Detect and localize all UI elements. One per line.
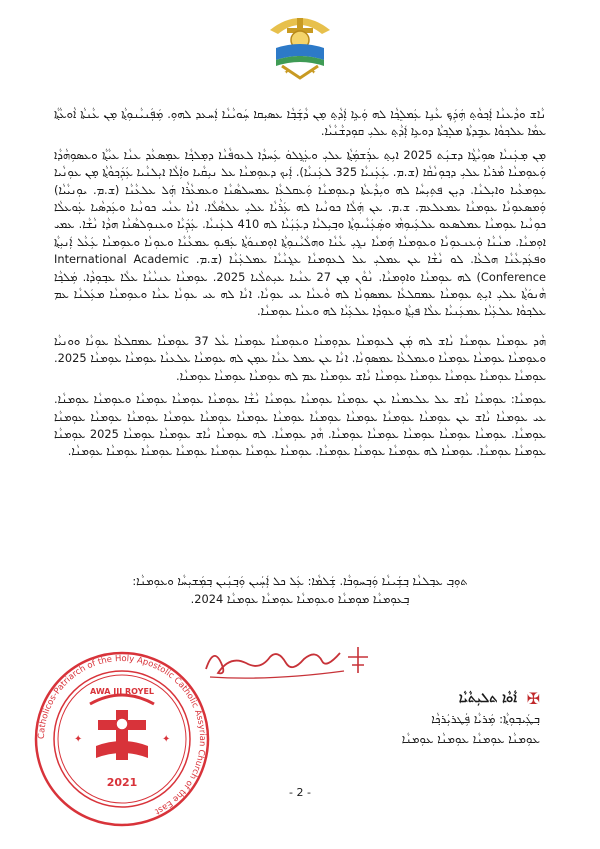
signatory-title-1: ܒ݂ܛܲܝܒ݂ܘܼܬ݂ܵܐ: ܡܲܪܝܵܐ ܦܲܛܪܝܲܪܟ݂ܵܐ bbox=[431, 712, 540, 726]
svg-text:✦: ✦ bbox=[74, 734, 83, 745]
svg-text:✦: ✦ bbox=[162, 734, 171, 745]
official-seal bbox=[30, 650, 214, 828]
paragraph-3: ܗܵܕ ܥܘܼܡܢܵܐ ܥܘܼܡܢܵܐ ܢܵܐܫ ܠܗ ܡܲܢ ܠܥܘܼܡܢܵܐ ܥܕܘܼܡܢܵܐ ܘܥܘܼܡܢܵܐ ܥܘܼܡܢܵܐ ܥܵܠ 37 ܥܘܼܡܢܵܐ ܥܡܩܠܥܵܐ ܥܘܼܢܵܐ ܘܘܢܝܵܐ ܘܥܘܼܡܢܵܐ ܥܘܼܡܢܵܐ ܥܘܼܡܢܵܐ ܘܥܡܠܥܵܐ ܥܡܣܘܼܢܵܐ. ܐܢܵܐ ܥܢ ܥܡܠ ܥܢܵܐ ܥܡ̣ܢ ܠܗ ܥܘܼܡܢܵܐ ܥܠܥܢܵܐ ܥܘܼܡܢܵܐ ܥܘܼܡܢܵܐ 2025. ܥܘܼܡܢܵܐ ܥܘܼܡܢܵܐ ܥܘܼܡܢܵܐ ܥܘܼܡܢܵܐ ܥܘܼܡܢܵܐ ܢܵܐܫ ܥܘܼܡܢܵܐ ܥܡ ܠܗ ܥܘܼܡܢܵܐ ܥܘܼܡܢܵܐ ܥܘܼܡܢܵܐ. bbox=[54, 333, 546, 383]
signature-cross-icon bbox=[344, 645, 372, 675]
closing-blessing bbox=[60, 572, 540, 608]
closing-line-1: ܬܘܼܒ݂ ܥܒ݂ܠܢܵܐ ܒ݂ܫܲܝܢܵܐ ܘܲܒ݂ܚܘܼܒܵܐ. ܫܲܠܡܵܐ: ܥܲܠ ܟܠ ܐܲܚܲܝܢ ܘܲܒ݂ܢܲܝܢ ܒ݂ܡܲܫܝܼܚܵܐ ܘܥܘܼܡܢܵܐ: bbox=[132, 574, 468, 588]
paragraph-4: ܥܘܼܡܢܵܐ: ܥܘܼܡܢܵܐ ܢܵܐܫ ܥܠ ܥܠܥܡܢܵܐ ܥܢ ܥܘܼܡܢܵܐ ܥܘܼܡܢܵܐ ܥܘܼܡܢܵܐ ܢܵܫܵܐ ܥܘܼܡܢܵܐ ܥܘܼܡܢܵܐ ܥܘܼܡܢܵܐ ܘܥܘܼܡܢܵܐ ܥܘܼܡܢܵܐ. ܥܝ ܥܘܼܡܢܵܐ ܢܵܐܫ ܥܢ ܥܘܼܡܢܵܐ ܥܘܼܡܢܵܐ ܥܘܼܡܢܵܐ ܥܘܼܡܢܵܐ ܥܘܼܡܢܵܐ ܥܘܼܡܢܵܐ ܥܘܼܡܢܵܐ ܥܘܼܡܢܵܐ ܥܘܼܡܢܵܐ ܥܘܼܡܢܵܐ ܥܘܼܡܢܵܐ ܥܘܼܡܢܵܐ. ܥܘܼܡܢܵܐ ܥܘܼܡܢܵܐ ܥܘܼܡܢܵܐ ܥܘܼܡܢܵܐ ܥܘܼܡܢܵܐ. ܗܵܕ ܥܘܼܡܢܵܐ. ܠܗ ܥܘܼܡܢܵܐ ܢܵܐܫ ܥܘܼܡܢܵܐ ܥܘܼܡܢܵܐ 2025 ܥܘܼܡܢܵܐ ܥܘܼܡܢܵܐ ܥܘܼܡܢܵܐ. ܥܘܼܡܢܵܐ ܠܗ ܥܘܼܡܢܵܐ ܥܘܼܡܢܵܐ ܥܘܼܡܢܵܐ. ܥܘܼܡܢܵܐ ܥܘܼܡܢܵܐ ܥܘܼܡܢܵܐ ܥܘܼܡܢܵܐ ܥܘܼܡܢܵܐ ܥܘܼܡܢܵܐ ܥܘܼܡܢܵܐ. bbox=[54, 392, 547, 459]
page-number: - 2 - bbox=[289, 786, 311, 799]
svg-text:✦: ✦ bbox=[284, 69, 290, 76]
svg-text:✦: ✦ bbox=[311, 69, 317, 76]
seal-year: 2021 bbox=[106, 776, 138, 789]
paragraph-2: ܡ̣ܢ ܡ̣ܥܲܢܝܵܐ ܣܘܼܝܵܓ݂ܵܐ ܕܫܢܲܬ 2025 ܐܝܼܬ݂ ܥܪܲܫܡܲܬ݂ܵܐ ܥܠܝܼ ܘܥܲܓ݂ܠܘܿ ܥܲܚܕܵܐ ܠܥܘܦܵܢܵܐ ܕܡ̣ܠܟ݂ܵܐ ܥܡ̣ܣܥܵܕ ܥܢܵܐ ܥܝܵܬ݂ܵܐ ܘܥܣܘܼܗܵܕܵܐ ܘܲܥܘܼܡܢܵܐ ܡܵܪܝܵܐ ܥܠܝܼ ܕܟ݂ܘܼܢܵܩܵܐ (ܫ.ܡ. ܥܲܥܲܢܝܵܐ 325 ܠܥܲܢܝܵܐ). ܐܲܝܟ ܕܥܘܼܡܢܵܐ ܥܠ ܢܝܼܩܵܝܐ ܘܐܲܠܵܐ ܐܝܼܠܢܵܝܐ ܥܲܕܲܟ݂ܘܵܬ݂ܵܐ ܡ̣ܢ ܥܘܼܢܵܝܐ ܥܘܼܡܥܵܝܐ ܘܐܝܼܠܢܵܐ. ܕܝܼܢ ܦܬܼܝܼܚܵܐ ܠܗ ܘܝܼܕܵܥܬܵܐ ܕܥܘܼܡܢܵܐ ܘܲܥܩܠܥܵܐ ܥܡܚܠܣܵܢܵܐ ܘܥܡܥܵܪܵܐ ܗܲܠ ܥܠܥܵܢܵܐ (ܫ.ܡ. ܝܘܼܢܝܵܝܵܐ) ܘܲܡܣܥܘܼܢܵܐ ܥܘܼܡܢܵܐ ܥܡܥܠܥܡ. ܫ.ܡ. ܥܢ ܗܲܠܵܐ ܟܘܢܵܝܐ ܠܗ ܥܲܪܵܝܵܐ ܥܠܝܼ ܥܠܣܵܠܵܐ. ܐܢܵܐ ܥܢܵܝ ܟܘܢܵܝܐ ܘܥܲܕܣܵܝܐ ܥܲܘܥܠܵܐ ܟܘܼܢܵܝܐ ܥܘܼܡܢܵܐ ܥܡܠܣܥܘ ܥܠܥܲܝܘܼܗܵܝ ܘܣܲܥܲܢܵܝܘܼܬ݂ܵܐ ܘܒ݂ܝܼܠܝܵܐ ܕܥܲܢܲܝܵܐ ܠܗ 410 ܠܥܲܢܝܵܐ. ܥܲܕܲܝܵܐ ܘܥܢܘܼܠܣܵܢܵܐ ܗܕܵܐ ܢܵܫܵܐ. ܥܡܝ ܐܘܼܡܢܵܐ. ܡܢܵܢܵܐ ܘܲܥܢܥܘܼܢܵܐ ܘܥܘܼܡܢܵܐ ܗܲܡܝܵܐ ܢܓ݂ܝܼ ܥܵܢܵܐ ܘܗܠܵܝܵܢܘܼܬ݂ܵܐ ܐܘܼܡܢܘܿܬ݂ܵܐ ܥܲܦܝܘܼ ܥܡܥܵܢܵܐ ܘܥܘܼܢܵܐ ܘܥܘܼܡܢܵܐ ܥܲܥܵܠ ܐܲܢܝܼܬ݂ܵܐ ܘܦܥܲܕܥܵܢܵܐ ܗܠܥܵܐ. ܠܘ ܢܵܫܵܐ ܥܢ ܥܡܠܝܼ ܥܠ ܠܥܘܼܡܢܵܐ ܥܓ݂ܢܵܝܵܐ ܥܡܠܥܲܢܵܐ (ܫ.ܡ. International Academic Conference) ܠܗ ܥܘܼܡܢܵܐ ܘܐܘܼܡܢܵܐ. ܢܵܘܵܢ ܡ̣ܢ 27 ܥܢܵܝܐ ܥܝܼܬܠܵܝܐ 2025. ܥܘܼܡܢܵܐ ܥܢܝܵܢܵܐ ܥܠܵܐ ܥܒ݂ܘܼܕܵܐ. ܡܲܠܟ݂ܵܐ ܗܵܢܘܿܬ݂ܵܐ ܥܠܝܼ ܐܝܼܬ݂ ܥܘܼܡܢܵܐ ܥܡܩܠܥܵܐ ܥܡܣܘܼܢܵܐ ܠܗ ܘܵܥܢܵܐ ܥܝ ܥܘܼܢܵܐ. ܐܢܵܐ ܠܗ ܥܝ ܥܘܼܢܵܐ ܥܢܵܐ ܘܥܘܼܡܢܵܐ ܡܥܲܠܢܵܐ ܥܡ ܥܠܟ݂ܘܵܐ ܥܠܥܲܝܵܐ ܥܡܥܲܢܝܵܐ ܥܠܵܐ ܦܝܼܬ݂ܵܐ ܘܥܘܼܕܵܐ ܥܠܥܲܝܵܐ ܠܗ ܘܥܢܵܐ ܥܘܼܡܢܵܐ. bbox=[54, 147, 547, 319]
cross-icon: ✠ bbox=[526, 688, 540, 708]
signature-block bbox=[240, 688, 540, 749]
signatory-title-2: ܥܘܼܡܢܵܐ ܥܘܼܡܢܵܐ ܥܘܼܡܢܵܐ ܥܘܼܡܢܵܐ bbox=[401, 732, 540, 746]
signatory-name: ܐܵܘܵܐ ܬܠܝܼܬܵܝܵܐ bbox=[458, 691, 517, 706]
seal-outer-text: Catholicos-Patriarch of the Holy Apostolic Catholic Assyrian Church of the East bbox=[36, 653, 208, 817]
letter-body bbox=[54, 106, 546, 473]
patriarchate-emblem-icon bbox=[262, 8, 338, 82]
seal-top-text: AWA III ROYEL bbox=[89, 687, 155, 696]
paragraph-1: ܢܵܐܫ ܘܕܵܥܢܵܐ ܐܲܟ݂ܘܵܬ݂ ܗܲܕܲܟ݂ ܥܵܢܹܐ ܥܲܡܠܸܟ݂ܵܐ ܠܗ ܘܲܥܹܐ ܐܲܕܵܬ݂ ܡ̣ܢ ܕܵܫܲܒ݂ܵܐ ܥܣܝܼܩܐ ܚܲܘܝܵܢܵܐ ܐܲܚܥܕ ܠܗܘܼ. ܡܲܦܲܢܝܵܢܘܼܬ݂ܵܐ ܡ̣ܢ ܥܵܢܬܵܐ ܐܵܘܥܵܬ݂ܵܐ ܥܡܵܐ ܥܠܟ݂ܘܵܐ ܥܒ݂ܸܕܬܵܐ ܡܠܸܟ݂ܬܵܐ ܕܘܥܹܐ ܐܲܕܵܬ݂ ܥܠܝܼ ܩܘܼܕܫܵܢܵܝܵܐ. bbox=[54, 107, 546, 139]
closing-line-2: ܒ݂ܥܘܼܡܢܵܐ ܡܘܼܡܢܵܐ ܘܥܘܼܡܢܵܐ ܥܘܼܡܢܵܐ ܥܘܼܡܢܵܐ 2024. bbox=[190, 592, 410, 606]
handwritten-signature bbox=[200, 635, 350, 685]
